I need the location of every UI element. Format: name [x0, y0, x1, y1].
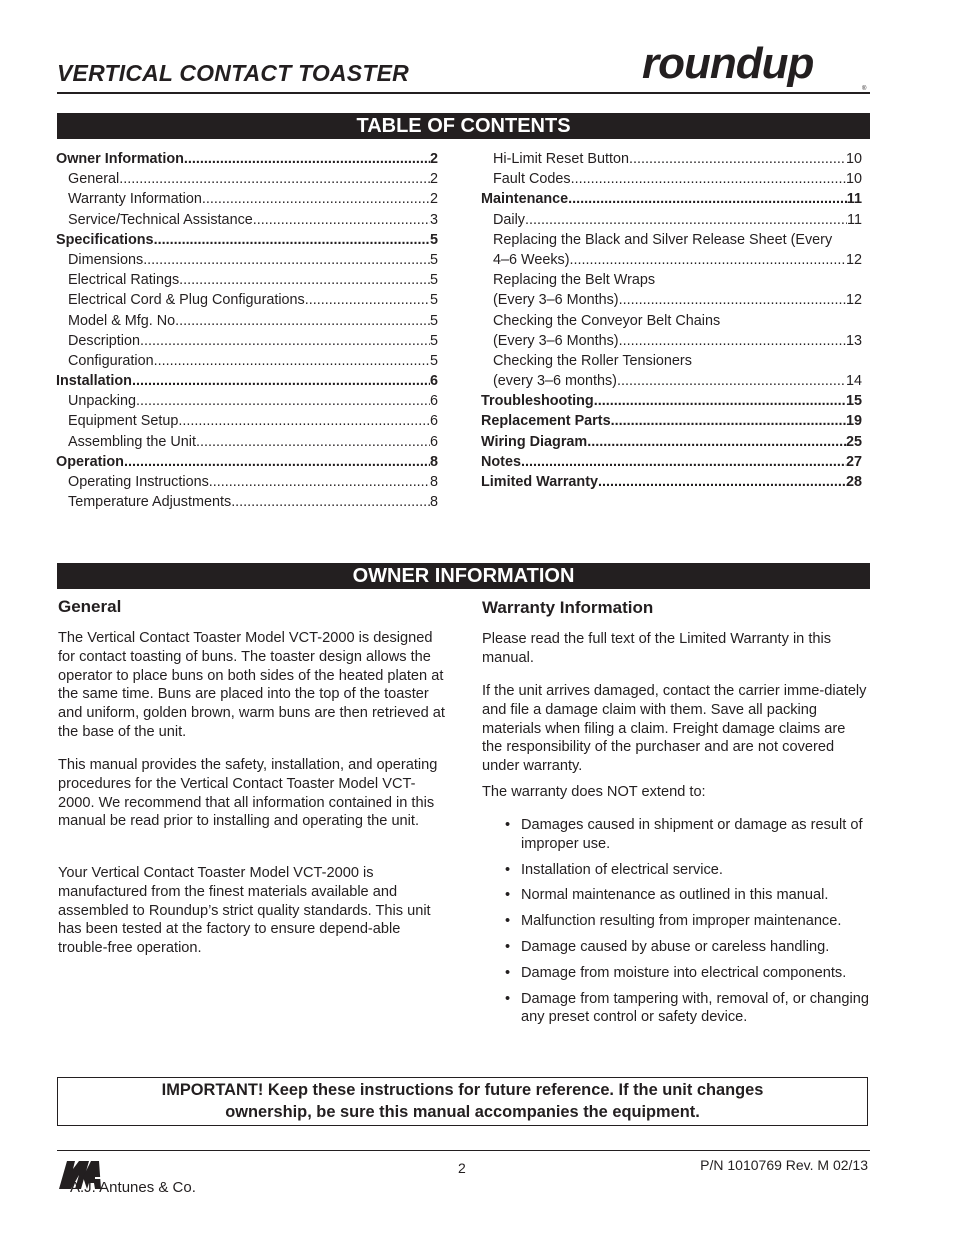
toc-entry[interactable]: Specifications ..... 5 [56, 230, 438, 250]
part-number: P/N 1010769 Rev. M 02/13 [700, 1157, 868, 1173]
list-item: • Damages caused in shipment or damage as result of improper use. [505, 816, 875, 854]
warranty-paragraph: The warranty does NOT extend to: [482, 784, 706, 800]
toc-entry[interactable]: Description ..... 5 [56, 331, 438, 351]
toc-entry[interactable]: Configuration ..... 5 [56, 351, 438, 371]
toc-entry-label[interactable]: Replacing the Black and Silver Release Sheet (Every [493, 231, 833, 248]
general-paragraph: This manual provides the safety, installation, and operating procedures for the Vertical Contact Toaster Model VCT-2000. We recommend that all information contained in this manual be read prior to installing and operating the unit. [58, 757, 438, 830]
toc-entry[interactable]: Owner Information ..... 2 [56, 149, 438, 169]
toc-entry[interactable]: Troubleshooting ..... 15 [481, 391, 862, 411]
page-number: 2 [458, 1160, 466, 1176]
list-item: • Installation of electrical service. [505, 861, 875, 880]
toc-entry[interactable]: Hi-Limit Reset Button ..... 10 [481, 149, 862, 169]
toc-entry-label[interactable]: Checking the Roller Tensioners [493, 352, 692, 369]
general-paragraph: The Vertical Contact Toaster Model VCT-2000 is designed for contact toasting of buns. The toaster design allows the operator to place buns on both sides of the heated platen at the same time. Buns are placed into the top of the toaster and uniform, golden brown, warm buns are then retrieved at the base of the unit. [58, 630, 445, 740]
owner-information-heading: OWNER INFORMATION [57, 563, 870, 589]
toc-entry[interactable]: Maintenance ..... 11 [481, 189, 862, 209]
toc-right-column [481, 149, 862, 492]
important-notice [57, 1077, 868, 1126]
list-item: • Normal maintenance as outlined in this manual. [505, 886, 875, 905]
warranty-exclusions-list [505, 816, 875, 1034]
toc-entry[interactable]: Limited Warranty ..... 28 [481, 472, 862, 492]
roundup-logo [640, 42, 872, 94]
svg-text:roundup: roundup [642, 42, 814, 88]
toc-entry[interactable]: Warranty Information ..... 2 [56, 189, 438, 209]
toc-entry[interactable]: Electrical Cord & Plug Configurations ..... 5 [56, 290, 438, 310]
toc-entry[interactable]: Service/Technical Assistance ..... 3 [56, 210, 438, 230]
toc-entry[interactable]: Model & Mfg. No. ..... 5 [56, 311, 438, 331]
list-item: • Damage from moisture into electrical components. [505, 964, 875, 983]
toc-entry[interactable]: Assembling the Unit ..... 6 [56, 432, 438, 452]
toc-entry[interactable]: Electrical Ratings ..... 5 [56, 270, 438, 290]
document-title: VERTICAL CONTACT TOASTER [57, 60, 409, 86]
toc-heading: TABLE OF CONTENTS [57, 113, 870, 139]
list-item: • Damage caused by abuse or careless handling. [505, 938, 875, 957]
toc-entry[interactable]: Unpacking ..... 6 [56, 391, 438, 411]
header-rule [57, 92, 870, 94]
general-heading: General [58, 597, 122, 616]
toc-entry-label[interactable]: Checking the Conveyor Belt Chains [493, 312, 721, 329]
toc-entry-label[interactable]: Replacing the Belt Wraps [493, 272, 656, 289]
warranty-heading: Warranty Information [482, 598, 654, 617]
important-line: ownership, be sure this manual accompanies the equipment. [225, 1102, 700, 1121]
toc-entry[interactable]: Replacement Parts ..... 19 [481, 411, 862, 431]
toc-entry[interactable]: Equipment Setup ..... 6 [56, 411, 438, 431]
toc-entry[interactable]: Installation ..... 6 [56, 371, 438, 391]
toc-entry[interactable]: Temperature Adjustments ..... 8 [56, 492, 438, 512]
toc-entry[interactable]: General ..... 2 [56, 169, 438, 189]
toc-entry[interactable]: Daily ..... 11 [481, 210, 862, 230]
toc-entry[interactable]: Notes ..... 27 [481, 452, 862, 472]
svg-text:®: ® [862, 86, 867, 92]
toc-entry[interactable]: Operation ..... 8 [56, 452, 438, 472]
toc-entry[interactable]: (Every 3–6 Months) ..... 13 [481, 331, 862, 351]
toc-entry[interactable]: Wiring Diagram ..... 25 [481, 432, 862, 452]
toc-entry[interactable]: (every 3–6 months) ..... 14 [481, 371, 862, 391]
toc-entry[interactable]: Dimensions ..... 5 [56, 250, 438, 270]
company-name: A.J. Antunes & Co. [70, 1179, 196, 1196]
toc-entry[interactable]: Fault Codes ..... 10 [481, 169, 862, 189]
warranty-paragraph: Please read the full text of the Limited Warranty in this manual. [482, 631, 832, 666]
toc-entry[interactable]: 4–6 Weeks) ..... 12 [481, 250, 862, 270]
toc-left-column [56, 149, 438, 512]
footer-rule [57, 1150, 870, 1151]
toc-entry[interactable]: Operating Instructions ..... 8 [56, 472, 438, 492]
list-item: • Malfunction resulting from improper maintenance. [505, 912, 875, 931]
important-line: IMPORTANT! Keep these instructions for future reference. If the unit changes [161, 1081, 764, 1099]
general-paragraph: Your Vertical Contact Toaster Model VCT-2000 is manufactured from the finest materials available and assembled to Roundup’s strict quality standards. This unit has been tested at the factory to ensure depend-able trouble-free operation. [58, 865, 431, 957]
list-item: • Damage from tampering with, removal of, or changing any preset control or safety device. [505, 990, 875, 1028]
warranty-paragraph: If the unit arrives damaged, contact the carrier imme-diately and file a damage claim with them. Save all packing materials when filing a claim. Freight damage claims are the responsibility of the purchaser and are not covered under warranty. [482, 683, 867, 775]
toc-entry[interactable]: (Every 3–6 Months) ..... 12 [481, 290, 862, 310]
